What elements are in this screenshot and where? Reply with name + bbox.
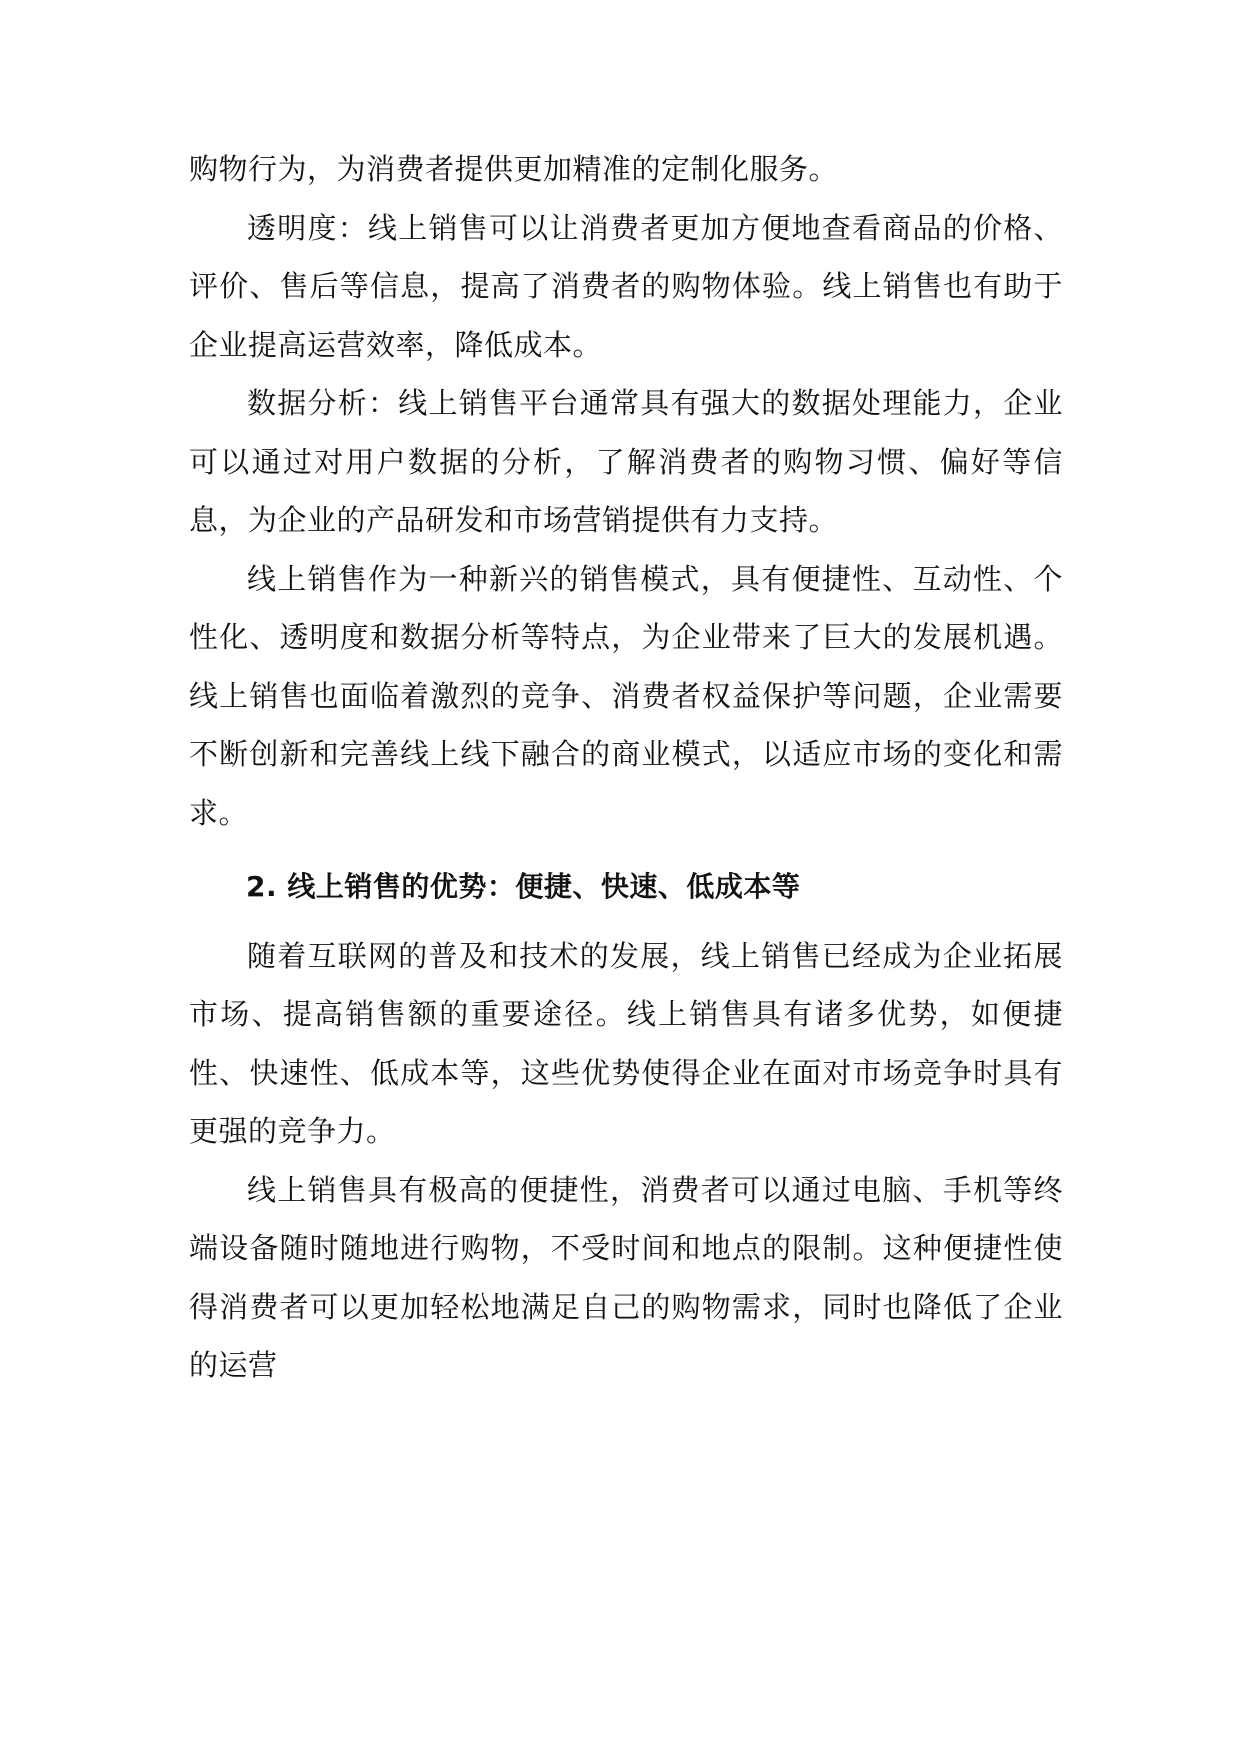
paragraph-advantages-intro: 随着互联网的普及和技术的发展，线上销售已经成为企业拓展市场、提高销售额的重要途径。线上销售具有诸多优势，如便捷性、快速性、低成本等，这些优势使得企业在面对市场竞争时具有更强的竞争力。 [189,938,1063,1148]
paragraph-continuation: 购物行为，为消费者提供更加精准的定制化服务。 [189,152,839,186]
section-heading: 2. 线上销售的优势：便捷、快速、低成本等 [246,870,801,903]
paragraph-data-analysis: 数据分析：线上销售平台通常具有强大的数据处理能力，企业可以通过对用户数据的分析，了解消费者的购物习惯、偏好等信息，为企业的产品研发和市场营销提供有力支持。 [189,386,1063,537]
paragraph-summary: 线上销售作为一种新兴的销售模式，具有便捷性、互动性、个性化、透明度和数据分析等特点，为企业带来了巨大的发展机遇。线上销售也面临着激烈的竞争、消费者权益保护等问题，企业需要不断创新和完善线上线下融合的商业模式，以适应市场的变化和需求。 [189,561,1063,830]
document-page [189,140,1063,1395]
paragraph-convenience: 线上销售具有极高的便捷性，消费者可以通过电脑、手机等终端设备随时随地进行购物，不受时间和地点的限制。这种便捷性使得消费者可以更加轻松地满足自己的购物需求，同时也降低了企业的运营 [189,1172,1063,1382]
paragraph-transparency: 透明度：线上销售可以让消费者更加方便地查看商品的价格、评价、售后等信息，提高了消费者的购物体验。线上销售也有助于企业提高运营效率，降低成本。 [189,210,1063,362]
